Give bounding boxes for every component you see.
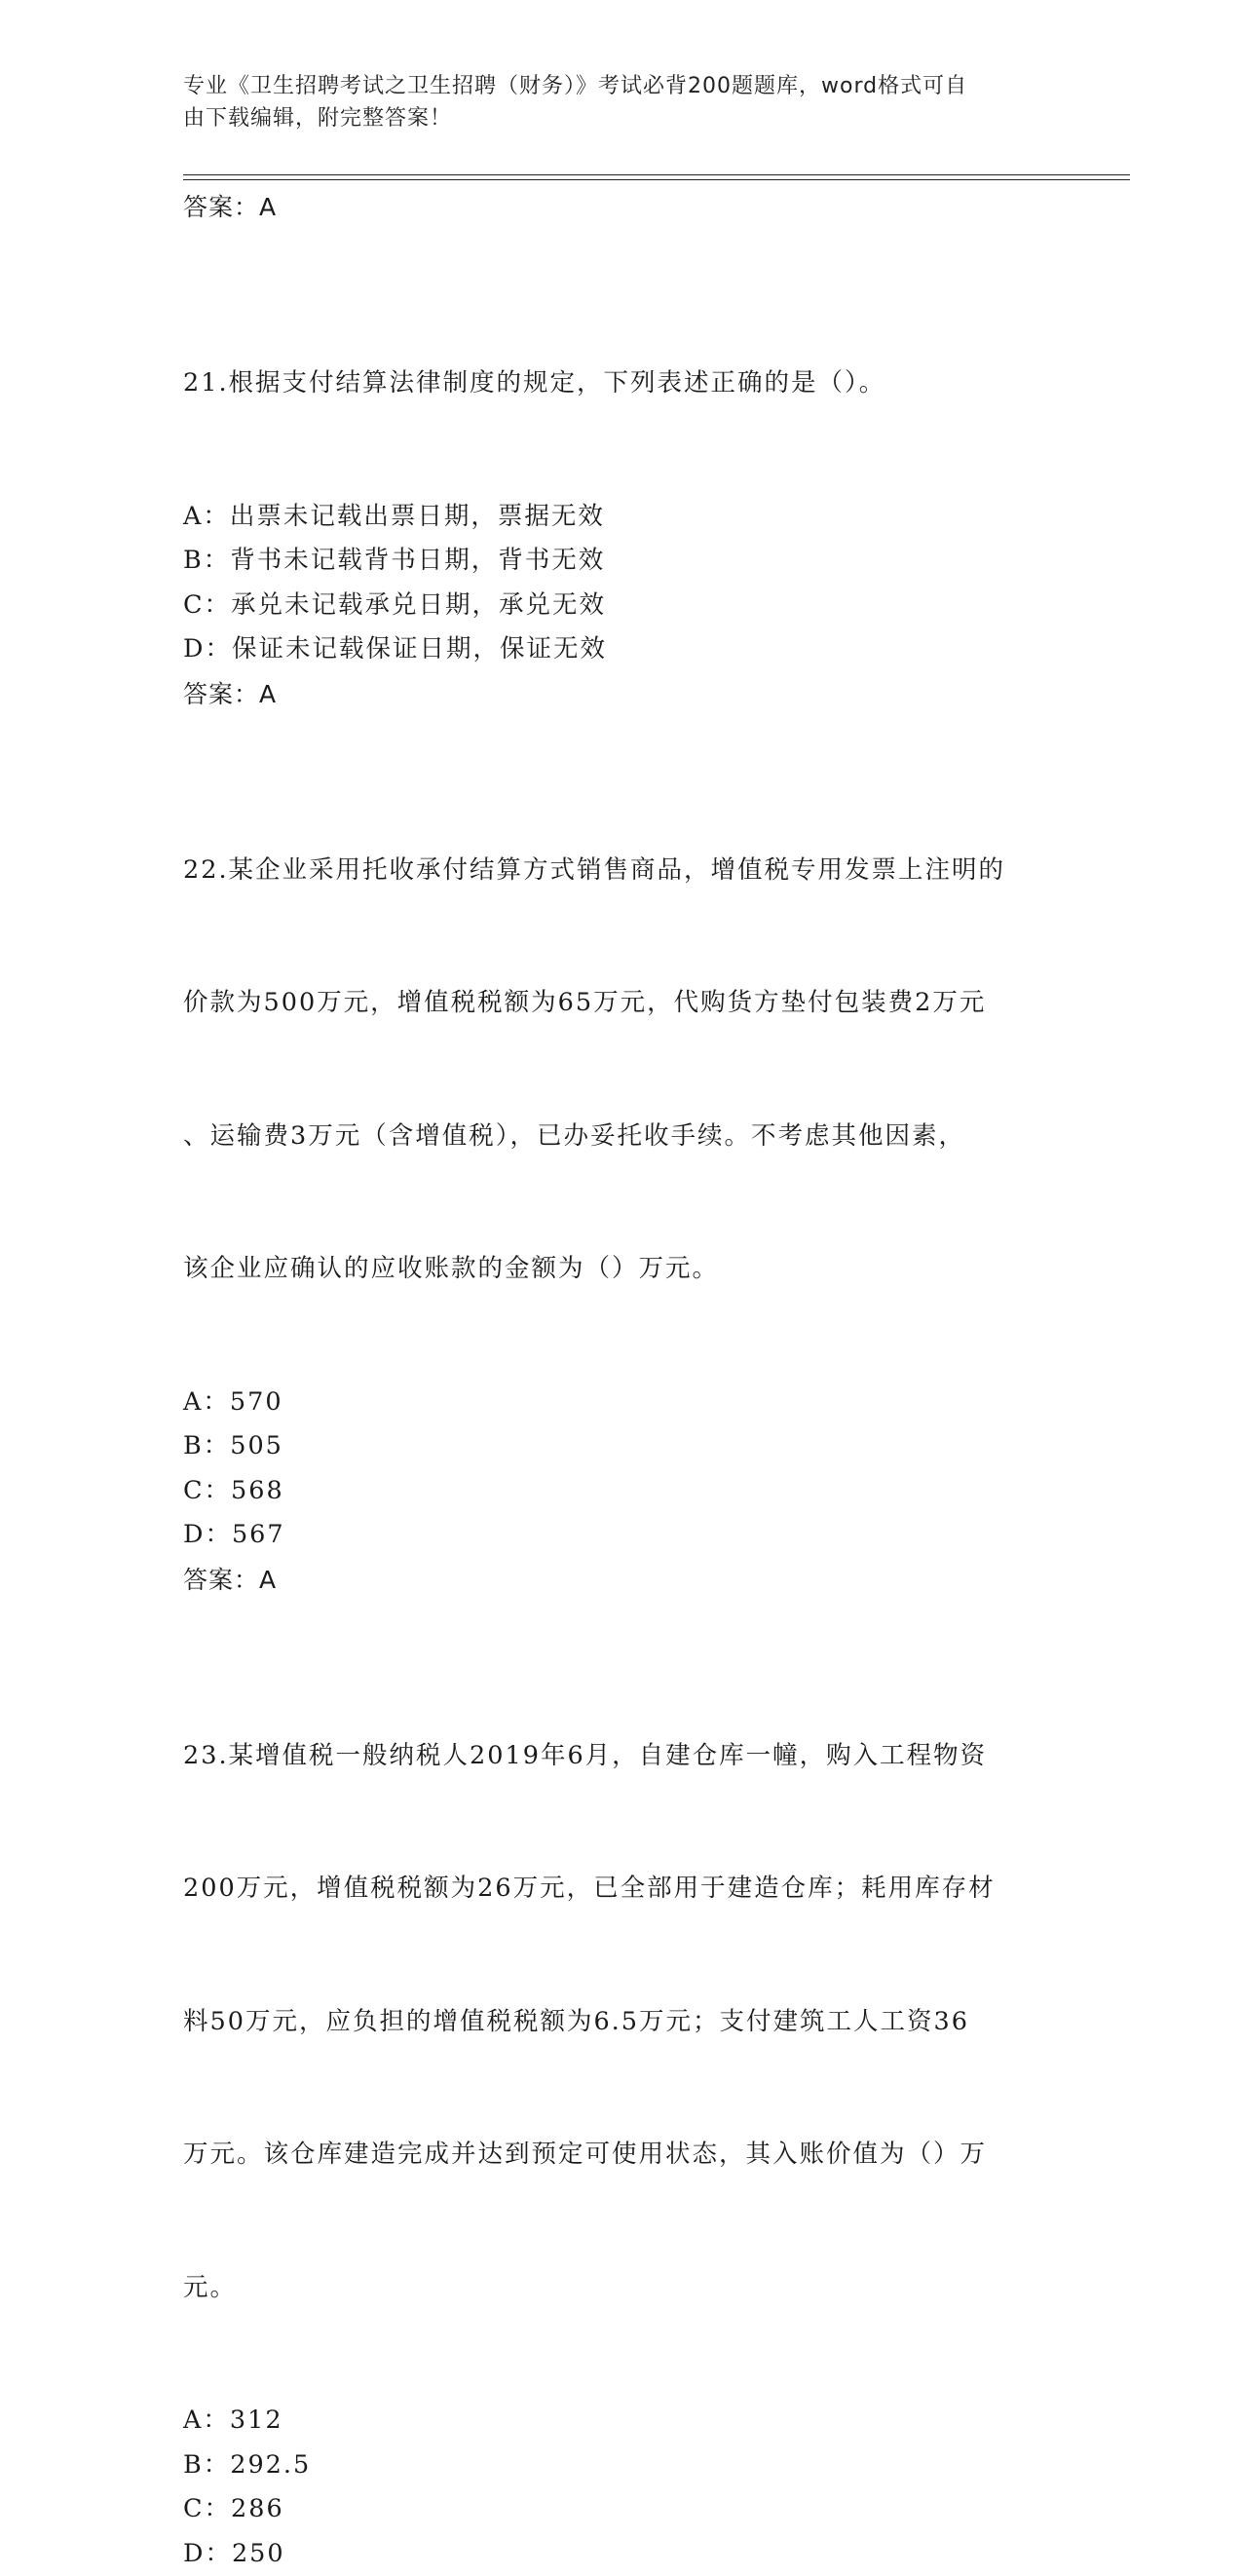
header-line-2: 由下载编辑，附完整答案！ [183,102,1040,134]
header-line-1: 专业《卫生招聘考试之卫生招聘（财务）》考试必背200题题库，word格式可自 [183,70,1040,102]
question-text-line: 料50万元，应负担的增值税税额为6.5万元；支付建筑工人工资36 [183,2000,1060,2045]
answer-label: 答案：A [183,185,1060,230]
question-text-line: 元。 [183,2266,1060,2311]
question-text-line: 价款为500万元，增值税税额为65万元，代购货方垫付包装费2万元 [183,981,1060,1026]
option-c: C：568 [183,1469,1060,1514]
question-22 [183,760,1060,1381]
answer-label: 答案：A [183,1558,1060,1603]
question-text-line: 、运输费3万元（含增值税），已办妥托收手续。不考虑其他因素， [183,1115,1060,1159]
option-b: B：292.5 [183,2443,1060,2488]
option-b: B：505 [183,1424,1060,1469]
question-text-line: 23.某增值税一般纳税人2019年6月，自建仓库一幢，购入工程物资 [183,1734,1060,1779]
option-d: D：保证未记载保证日期，保证无效 [183,627,1060,672]
spacer [183,230,1060,273]
header-divider-bottom [183,179,1130,180]
spacer [183,717,1060,760]
option-d: D：567 [183,1513,1060,1558]
question-21 [183,273,1060,495]
question-list [183,185,1060,2576]
question-text-line: 22.某企业采用托收承付结算方式销售商品，增值税专用发票上注明的 [183,849,1060,893]
question-text-line: 万元。该仓库建造完成并达到预定可使用状态，其入账价值为（）万 [183,2133,1060,2178]
header-divider-top [183,174,1130,175]
spacer [183,1603,1060,1646]
option-a: A：570 [183,1381,1060,1425]
option-a: A：312 [183,2399,1060,2443]
option-a: A：出票未记载出票日期，票据无效 [183,495,1060,540]
question-text-line: 该企业应确认的应收账款的金额为（）万元。 [183,1247,1060,1292]
question-23 [183,1646,1060,2400]
document-header [183,70,1040,134]
option-b: B：背书未记载背书日期，背书无效 [183,539,1060,584]
question-text-line: 21.根据支付结算法律制度的规定，下列表述正确的是（）。 [183,361,1060,406]
option-d: D：250 [183,2532,1060,2576]
option-c: C：承兑未记载承兑日期，承兑无效 [183,584,1060,628]
option-c: C：286 [183,2487,1060,2532]
question-text-line: 200万元，增值税税额为26万元，已全部用于建造仓库；耗用库存材 [183,1867,1060,1912]
answer-label: 答案：A [183,672,1060,717]
